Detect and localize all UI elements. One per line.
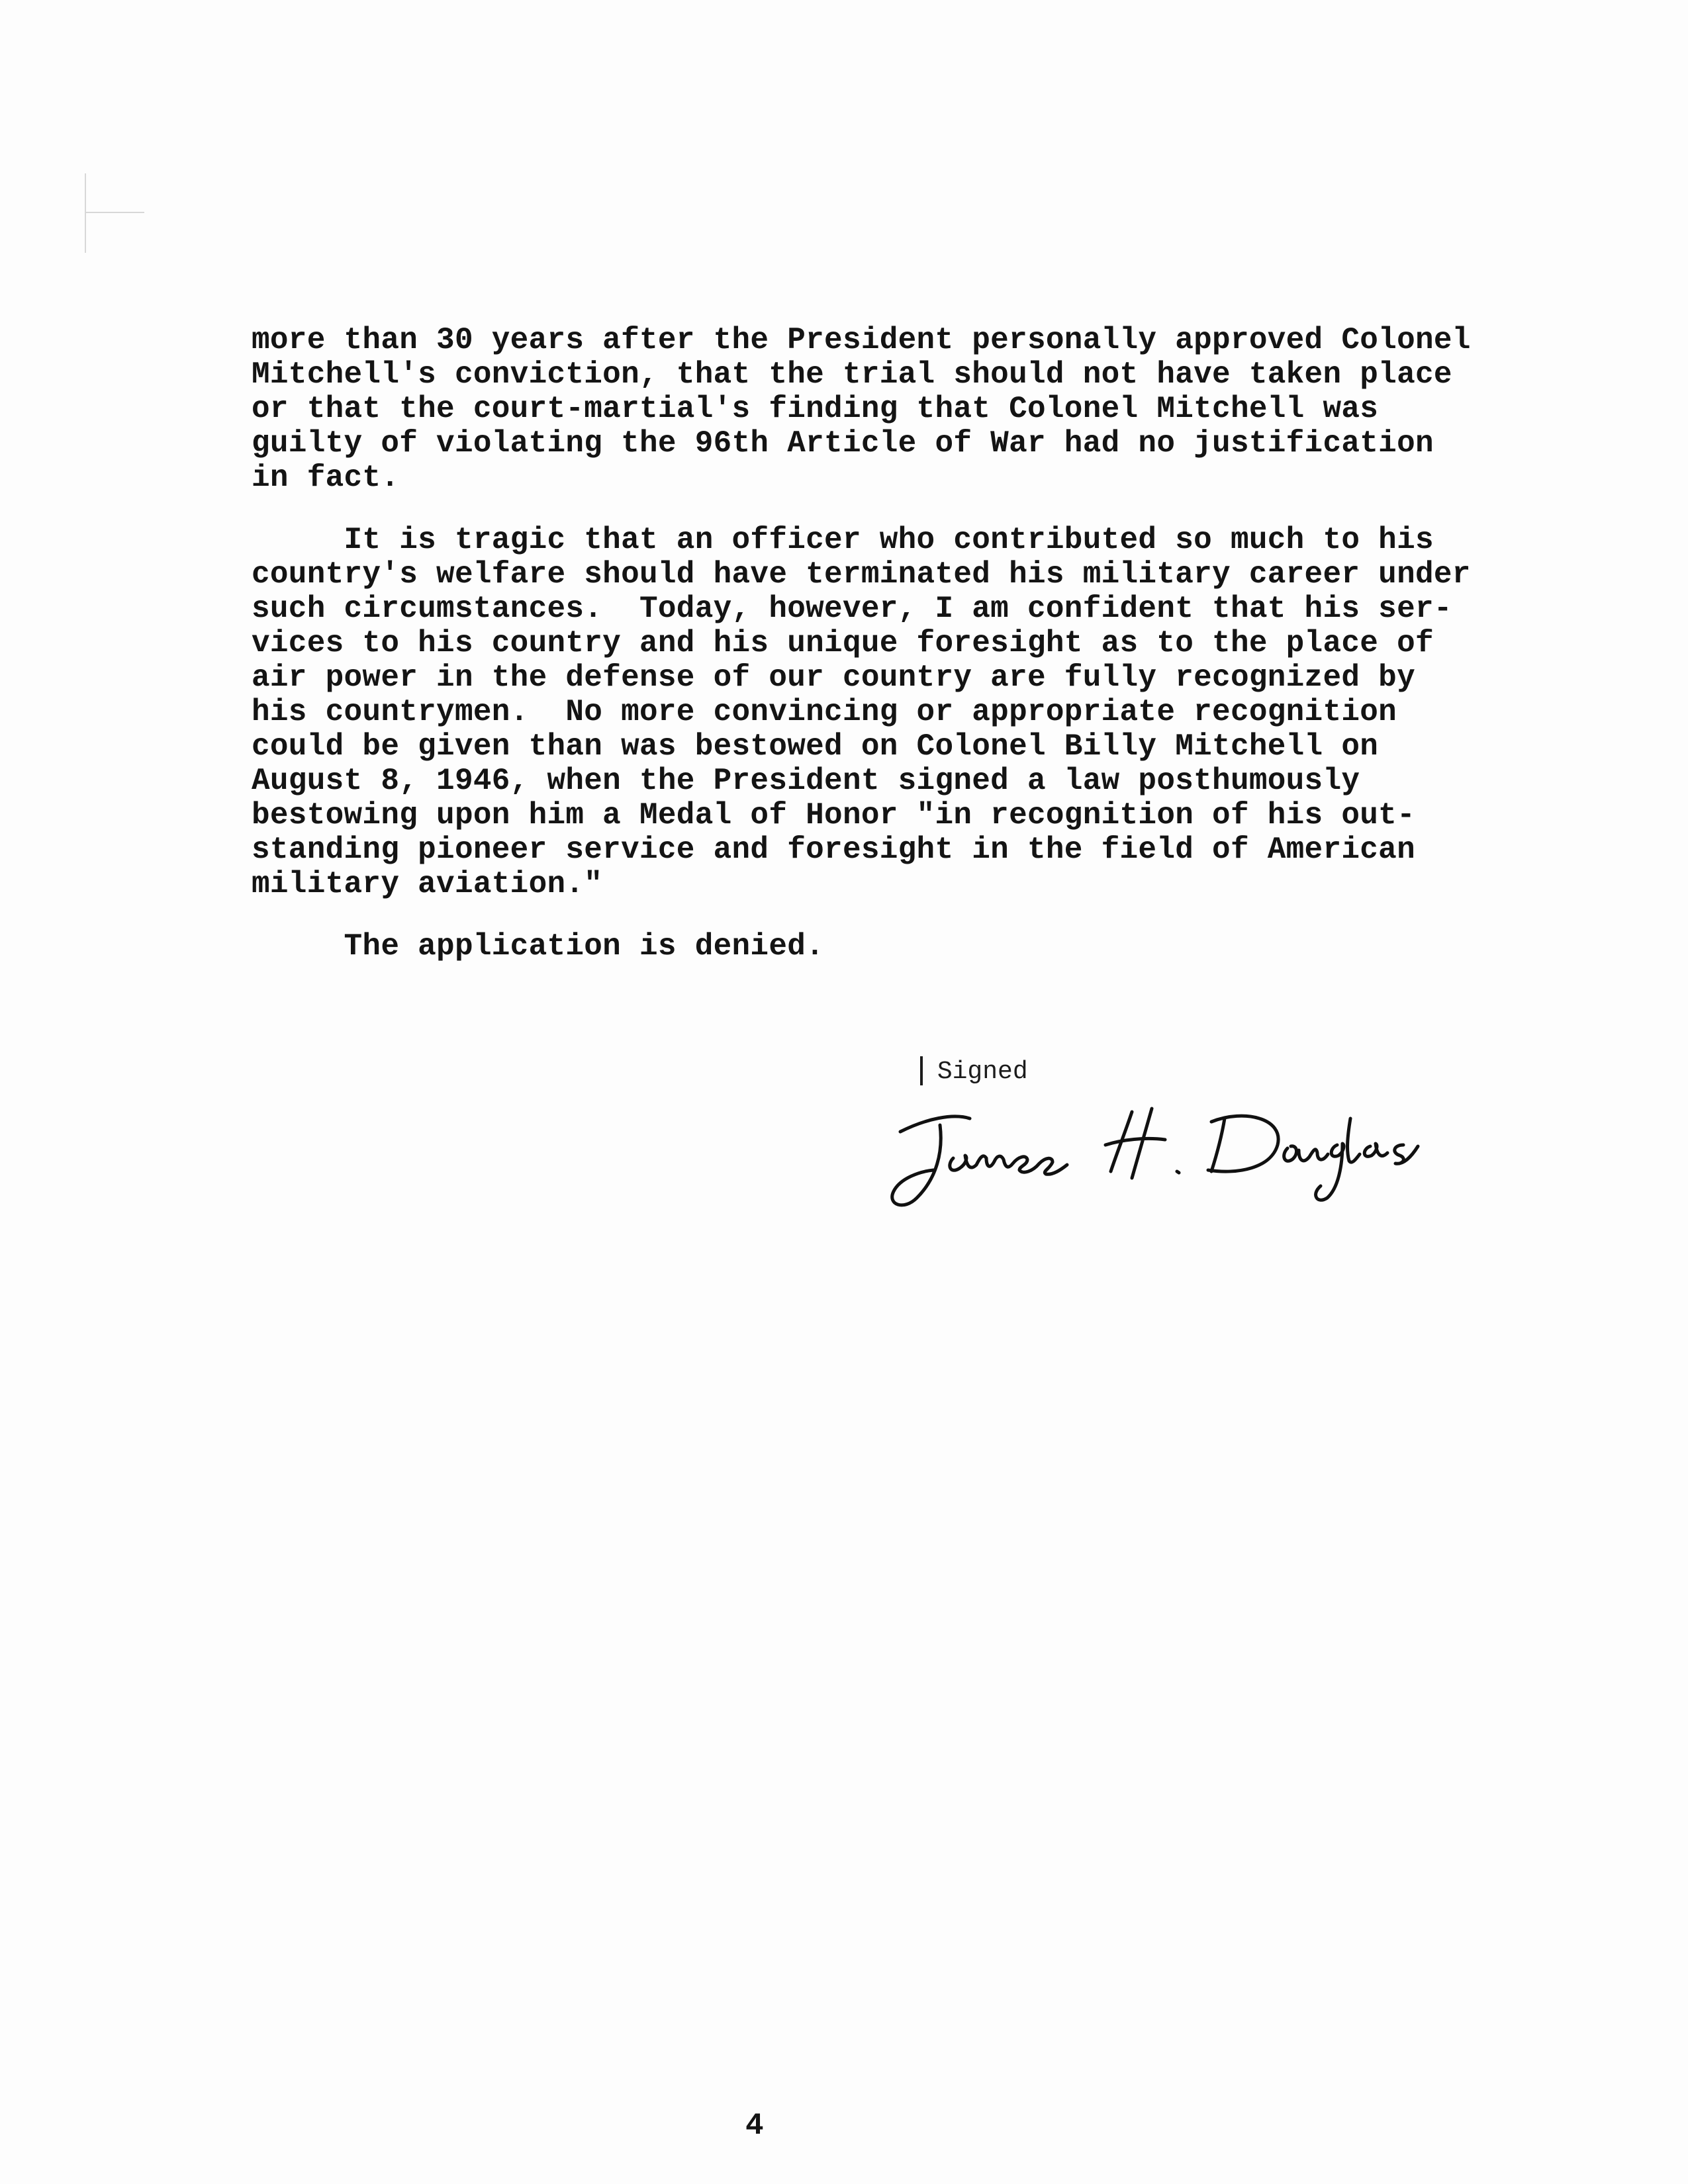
scan-mark-horizontal (85, 212, 144, 213)
paragraph-2-line: It is tragic that an officer who contributed so much to his (252, 523, 1434, 557)
paragraph-1-line: or that the court-martial's finding that Colonel Mitchell was (252, 392, 1379, 426)
page-number: 4 (745, 2109, 764, 2143)
paragraph-2-line: August 8, 1946, when the President signed a law posthumously (252, 764, 1360, 798)
paragraph-2-line: bestowing upon him a Medal of Honor "in recognition of his out- (252, 798, 1415, 833)
paragraph-1-line: Mitchell's conviction, that the trial should not have taken place (252, 357, 1452, 392)
paragraph-2-line: his countrymen. No more convincing or appropriate recognition (252, 695, 1397, 729)
paragraph-1-line: in fact. (252, 461, 400, 495)
paragraph-2-line: standing pioneer service and foresight in the field of American (252, 833, 1415, 867)
closing-statement: The application is denied. (252, 929, 825, 964)
signed-label-text: Signed (937, 1058, 1028, 1086)
paragraph-2-line: air power in the defense of our country are fully recognized by (252, 660, 1415, 695)
handwritten-signature (854, 1072, 1436, 1218)
paragraph-1-line: more than 30 years after the President personally approved Colonel (252, 323, 1471, 357)
paragraph-2-line: could be given than was bestowed on Colonel Billy Mitchell on (252, 729, 1379, 764)
paragraph-2-line: military aviation." (252, 867, 603, 901)
paragraph-2-line: such circumstances. Today, however, I am confident that his ser- (252, 592, 1452, 626)
paragraph-2-line: country's welfare should have terminated his military career under (252, 557, 1471, 592)
scan-mark-vertical (85, 173, 86, 253)
paragraph-1-line: guilty of violating the 96th Article of War had no justification (252, 426, 1434, 461)
paragraph-2-line: vices to his country and his unique foresight as to the place of (252, 626, 1434, 660)
